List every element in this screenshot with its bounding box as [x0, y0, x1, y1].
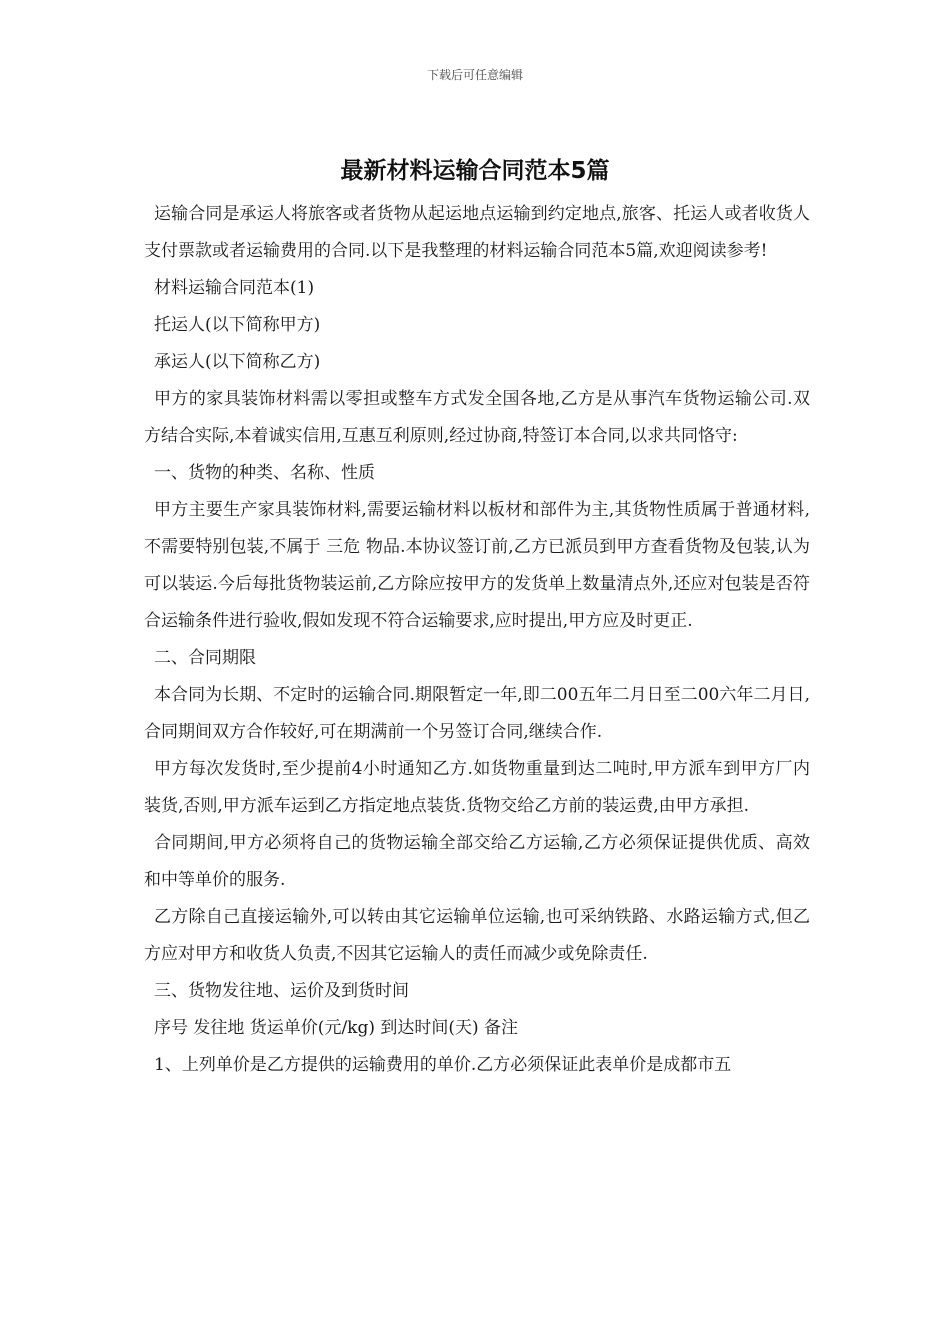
- section-heading-destination: 三、货物发往地、运价及到货时间: [154, 981, 409, 1001]
- document-body: [144, 196, 810, 1084]
- page-header-note: 下载后可任意编辑: [426, 68, 523, 82]
- contract-heading: 材料运输合同范本(1): [154, 278, 315, 298]
- shipper-line: 托运人(以下简称甲方): [154, 315, 321, 335]
- preamble-paragraph: 甲方的家具装饰材料需以零担或整车方式发全国各地,乙方是从事汽车货物运输公司.双方结合实际,本着诚实信用,互惠互利原则,经过协商,特签订本合同,以求共同恪守:: [144, 389, 810, 446]
- price-clause-paragraph: 1、上列单价是乙方提供的运输费用的单价.乙方必须保证此表单价是成都市五: [154, 1055, 732, 1075]
- exclusive-paragraph: 合同期间,甲方必须将自己的货物运输全部交给乙方运输,乙方必须保证提供优质、高效和中等单价的服务.: [144, 833, 810, 890]
- notice-paragraph: 甲方每次发货时,至少提前4小时通知乙方.如货物重量到达二吨时,甲方派车到甲方厂内装货,否则,甲方派车运到乙方指定地点装货.货物交给乙方前的装运费,由甲方承担.: [144, 759, 810, 816]
- carrier-line: 承运人(以下简称乙方): [154, 352, 321, 372]
- term-paragraph: 本合同为长期、不定时的运输合同.期限暂定一年,即二00五年二月日至二00六年二月日,合同期间双方合作较好,可在期满前一个另签订合同,继续合作.: [144, 685, 810, 742]
- table-header-line: 序号 发往地 货运单价(元/kg) 到达时间(天) 备注: [154, 1018, 519, 1038]
- document-title: 最新材料运输合同范本5篇: [340, 158, 610, 184]
- intro-paragraph: 运输合同是承运人将旅客或者货物从起运地点运输到约定地点,旅客、托运人或者收货人支付票款或者运输费用的合同.以下是我整理的材料运输合同范本5篇,欢迎阅读参考!: [144, 204, 810, 261]
- goods-paragraph: 甲方主要生产家具装饰材料,需要运输材料以板材和部件为主,其货物性质属于普通材料,不需要特别包装,不属于 三危 物品.本协议签订前,乙方已派员到甲方查看货物及包装,认为可以装运.今后每批货物装运前,乙方除应按甲方的发货单上数量清点外,还应对包装是否符合运输条件进行验收,假如发现不符合运输要求,应时提出,甲方应及时更正.: [144, 500, 810, 631]
- section-heading-term: 二、合同期限: [154, 648, 256, 668]
- subcontract-paragraph: 乙方除自己直接运输外,可以转由其它运输单位运输,也可采纳铁路、水路运输方式,但乙方应对甲方和收货人负责,不因其它运输人的责任而减少或免除责任.: [144, 907, 810, 964]
- section-heading-goods: 一、货物的种类、名称、性质: [154, 463, 375, 483]
